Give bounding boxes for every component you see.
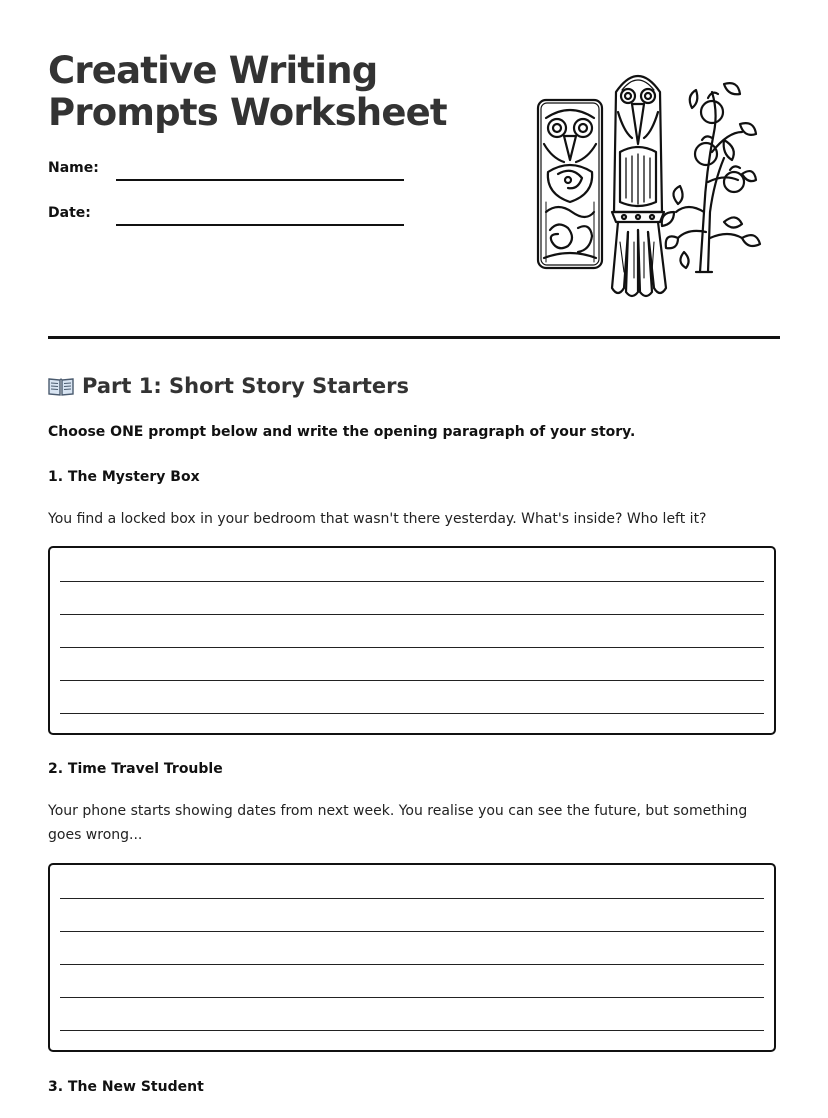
prompt-1-answer-box[interactable] [48,546,776,735]
part1-heading-text: Part 1: Short Story Starters [82,374,410,398]
worksheet-title: Creative Writing Prompts Worksheet [48,49,447,134]
worksheet-page [48,0,780,1118]
prompt-1-title: 1. The Mystery Box [48,469,200,485]
date-field [48,205,408,229]
writing-line [60,647,764,648]
prompt-3-title: 3. The New Student [48,1079,204,1095]
date-write-line[interactable] [116,224,404,226]
name-write-line[interactable] [116,179,404,181]
prompt-2-answer-box[interactable] [48,863,776,1052]
part1-instructions: Choose ONE prompt below and write the opening paragraph of your story. [48,424,636,440]
part1-heading [48,374,409,398]
worksheet-header [48,0,780,338]
prompt-2-text: Your phone starts showing dates from next week. You realise you can see the future, but something goes wrong... [48,803,748,843]
writing-line [60,898,764,899]
writing-line [60,581,764,582]
writing-line [60,680,764,681]
header-divider [48,336,780,339]
writing-line [60,964,764,965]
name-label: Name: [48,160,99,176]
open-book-icon [48,376,74,396]
name-field [48,160,408,184]
writing-line [60,1030,764,1031]
writing-line [60,931,764,932]
writing-line [60,997,764,998]
prompt-2-title: 2. Time Travel Trouble [48,761,223,777]
carved-totem-birds-and-tree-icon [528,62,768,302]
prompt-1-text: You find a locked box in your bedroom that wasn't there yesterday. What's inside? Who left it? [48,511,707,527]
writing-line [60,614,764,615]
writing-line [60,713,764,714]
date-label: Date: [48,205,91,221]
